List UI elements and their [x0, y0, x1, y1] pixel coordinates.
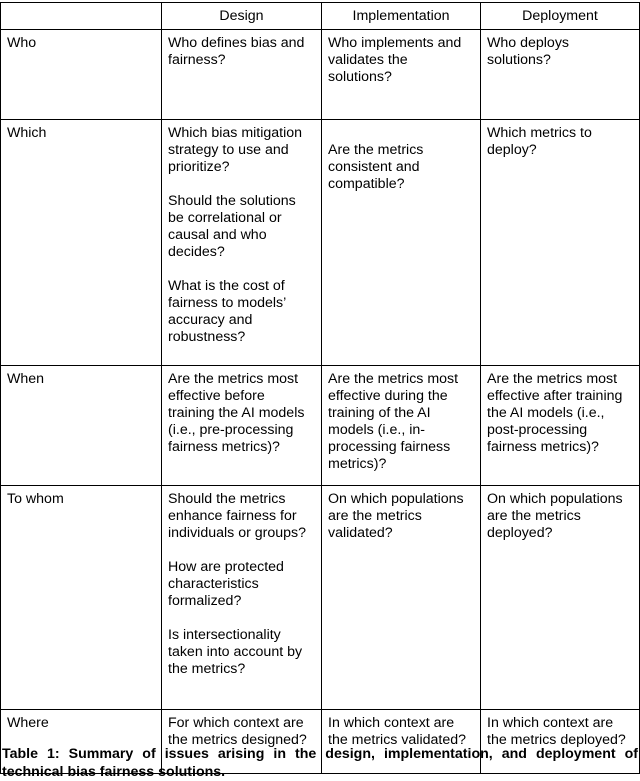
cell-text: Is intersectionality taken into account by the metrics? — [168, 627, 303, 677]
cell-when-design — [162, 366, 322, 486]
cell-text: Who deploys solutions? — [487, 35, 570, 68]
cell-who-deployment — [481, 30, 640, 120]
header-cell-design: Design — [162, 3, 322, 30]
header-cell-implementation: Implementation — [322, 3, 481, 30]
header-row — [1, 3, 640, 30]
table-row-which — [1, 120, 640, 366]
cell-text: On which populations are the metrics validated? — [328, 491, 464, 541]
cell-text: In which context are the metrics deployed? — [487, 715, 626, 748]
cell-which-design — [162, 120, 322, 366]
cell-text: Which bias mitigation strategy to use and prioritize? — [168, 125, 303, 175]
cell-text: Are the metrics most effective after training the AI models (i.e., post-processing fairness metrics)? — [487, 371, 623, 455]
cell-to-whom-implementation — [322, 486, 481, 710]
cell-to-whom-deployment — [481, 486, 640, 710]
cell-to-whom-design — [162, 486, 322, 710]
cell-when-deployment — [481, 366, 640, 486]
table-row-who — [1, 30, 640, 120]
cell-text: Are the metrics consistent and compatible? — [328, 142, 424, 192]
table-row-to-whom — [1, 486, 640, 710]
table-row-when — [1, 366, 640, 486]
cell-who-implementation — [322, 30, 481, 120]
issues-table — [0, 2, 640, 774]
cell-text: On which populations are the metrics deployed? — [487, 491, 623, 541]
cell-text: Should the solutions be correlational or causal and who decides? — [168, 193, 296, 260]
header-cell-deployment: Deployment — [481, 3, 640, 30]
cell-text: Who defines bias and fairness? — [168, 35, 305, 68]
cell-text: Are the metrics most effective before training the AI models (i.e., pre-processing fairness metrics)? — [168, 371, 305, 455]
row-label-when: When — [1, 366, 162, 486]
cell-text: In which context are the metrics validated? — [328, 715, 467, 748]
cell-text: For which context are the metrics designed? — [168, 715, 307, 748]
cell-when-implementation — [322, 366, 481, 486]
cell-text: How are protected characteristics formalized? — [168, 559, 284, 609]
cell-text: Who implements and validates the solutions? — [328, 35, 462, 85]
cell-text: Should the metrics enhance fairness for individuals or groups? — [168, 491, 307, 541]
cell-text: What is the cost of fairness to models’ accuracy and robustness? — [168, 278, 286, 345]
table-caption: Table 1: Summary of issues arising in the design, implementation, and deployment of technical bias fairness solutions. — [2, 746, 638, 780]
cell-text: Which metrics to deploy? — [487, 125, 592, 158]
row-label-where: Where — [1, 710, 162, 774]
cell-text: Are the metrics most effective during the training of the AI models (i.e., in-processing fairness metrics)? — [328, 371, 459, 472]
cell-which-implementation — [322, 120, 481, 366]
row-label-who: Who — [1, 30, 162, 120]
cell-which-deployment — [481, 120, 640, 366]
cell-who-design — [162, 30, 322, 120]
row-label-which: Which — [1, 120, 162, 366]
header-cell-empty — [1, 3, 162, 30]
row-label-to-whom: To whom — [1, 486, 162, 710]
